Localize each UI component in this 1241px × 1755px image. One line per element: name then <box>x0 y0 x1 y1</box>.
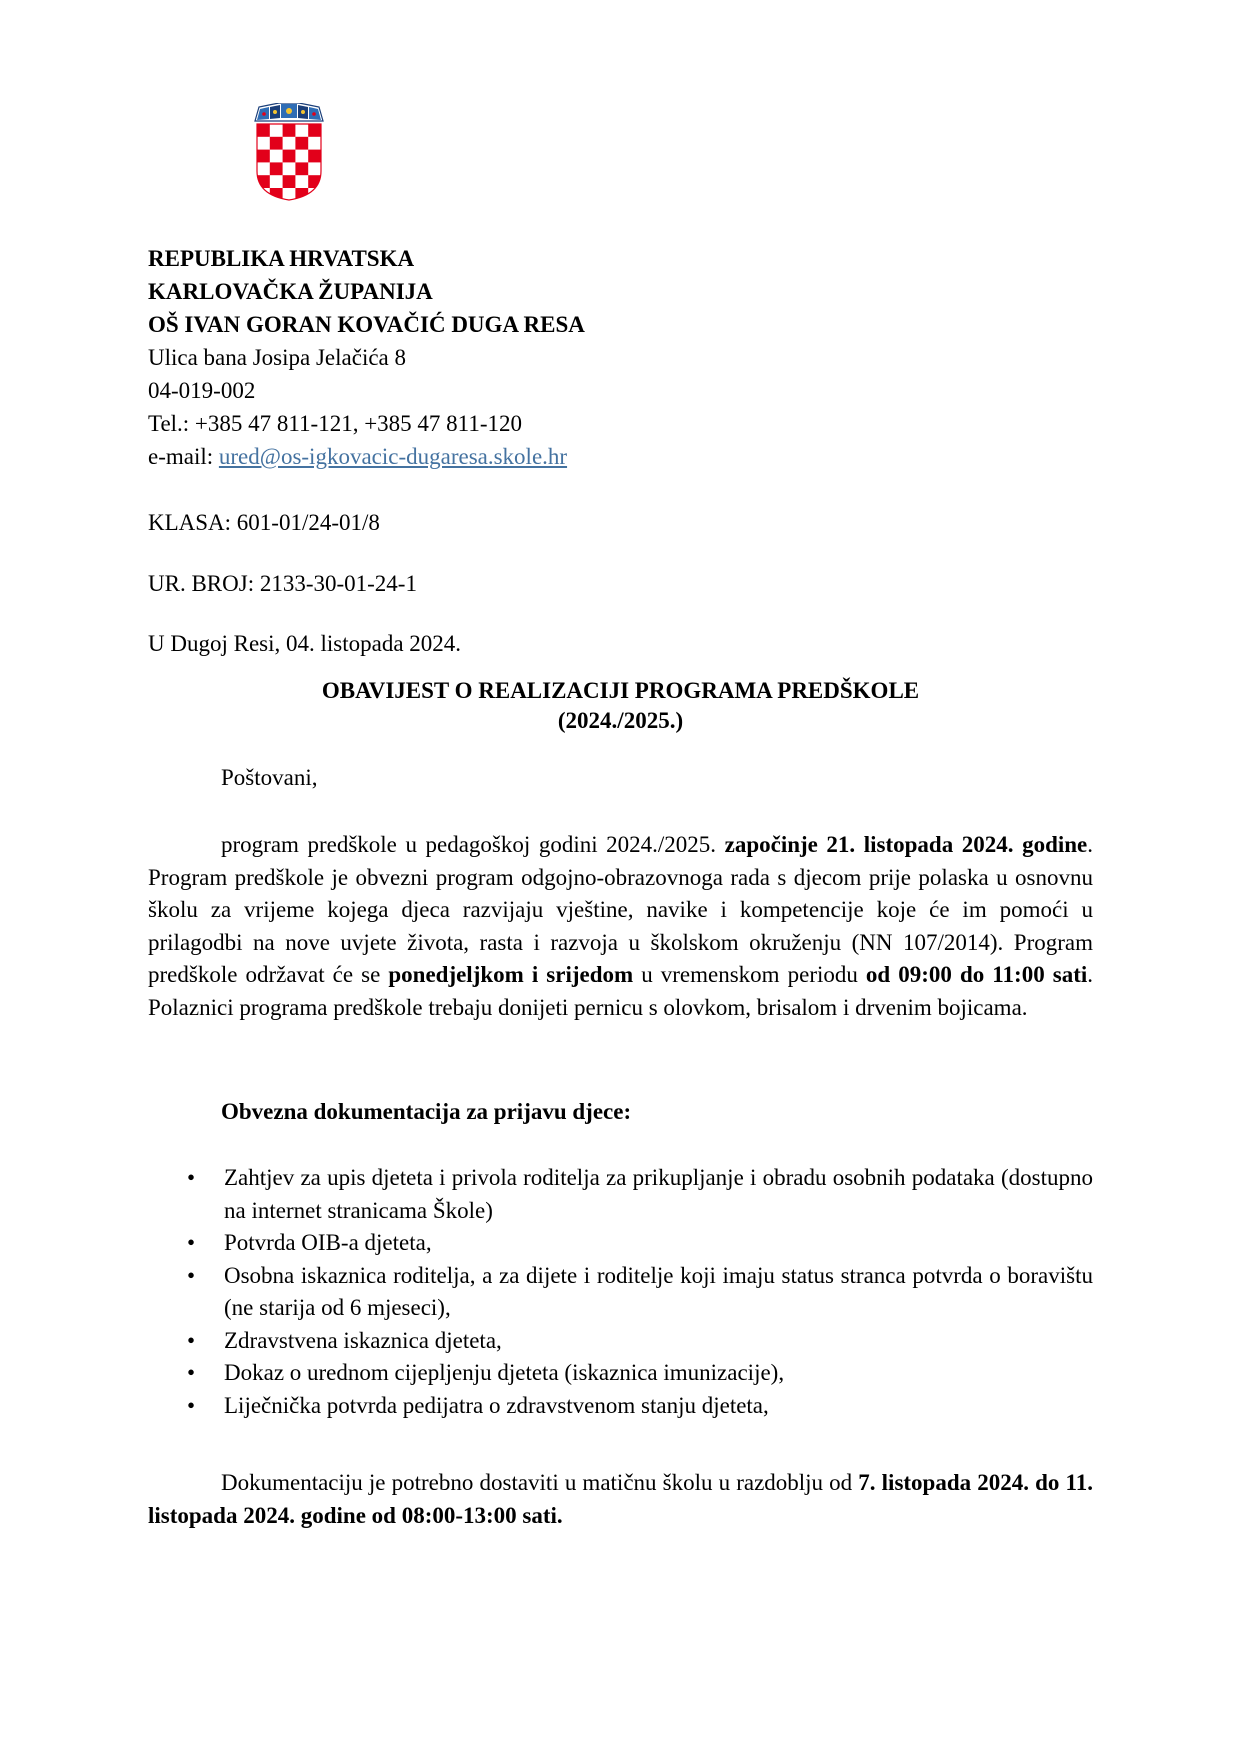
submission-period: 7. listopada 2024. do 11. listopada 2024. godine od 08:00-13:00 sati. <box>148 1470 1093 1528</box>
bullet-icon: • <box>187 1327 196 1353</box>
bullet-icon: • <box>187 1262 196 1288</box>
list-item <box>148 1227 1093 1260</box>
closing-paragraph <box>148 1467 1093 1532</box>
schedule-days: ponedjeljkom i srijedom <box>388 962 634 987</box>
list-item-text: Zdravstvena iskaznica djeteta, <box>224 1327 502 1353</box>
school-address: Ulica bana Josipa Jelačića 8 <box>148 345 406 370</box>
place-date-line: U Dugoj Resi, 04. listopada 2024. <box>148 631 462 656</box>
list-item-text: Osobna iskaznica roditelja, a za dijete i roditelje koji imaju status stranca potvrda o boravištu (ne starija od 6 mjeseci), <box>224 1262 1093 1320</box>
title-line-1: OBAVIJEST O REALIZACIJI PROGRAMA PREDŠKOLE <box>321 678 920 703</box>
list-item-text: Dokaz o urednom cijepljenju djeteta (iskaznica imunizacije), <box>224 1360 785 1385</box>
list-item <box>148 1260 1093 1325</box>
greeting: Poštovani, <box>221 765 318 790</box>
bullet-icon: • <box>187 1165 196 1190</box>
paragraph-text-1: program predškole u pedagoškoj godini 2024./2025. <box>221 832 725 857</box>
title-line-2: (2024./2025.) <box>557 708 684 733</box>
list-item <box>148 1162 1093 1227</box>
list-item-text: Potvrda OIB-a djeteta, <box>224 1230 432 1255</box>
main-paragraph <box>148 829 1093 1024</box>
list-item <box>148 1390 1093 1423</box>
bullet-icon: • <box>187 1360 196 1385</box>
closing-text: Dokumentaciju je potrebno dostaviti u matičnu školu u razdoblju od <box>221 1470 859 1495</box>
crown-icon <box>255 103 323 121</box>
bullet-icon: • <box>187 1230 196 1255</box>
list-item-text: Liječnička potvrda pedijatra o zdravstvenom stanju djeteta, <box>224 1392 769 1418</box>
email-label: e-mail: <box>148 444 219 469</box>
croatian-coat-of-arms-icon <box>253 103 325 201</box>
paragraph-text-2: . Program predškole je obvezni program odgojno-obrazovnoga rada s djecom prije polaska u osnovnu školu za vrijeme kojega djeca razvijaju vještine, navike i kompetencije koje će im pomoći u prilagodbi na nove uvjete života, rasta i razvoja u školskom okruženju (NN 107/2014). Program predškole održavat će se <box>148 832 1093 987</box>
documents-heading: Obvezna dokumentacija za prijavu djece: <box>221 1099 632 1124</box>
list-item <box>148 1357 1093 1390</box>
start-date: započinje 21. listopada 2024. godine <box>724 832 1088 857</box>
list-item <box>148 1325 1093 1358</box>
school-name: OŠ IVAN GORAN KOVAČIĆ DUGA RESA <box>148 312 585 337</box>
bullet-icon: • <box>187 1392 196 1418</box>
country-name: REPUBLIKA HRVATSKA <box>148 246 415 271</box>
paragraph-text-4: . Polaznici programa predškole trebaju donijeti pernicu s olovkom, brisalom i drvenim bojicama. <box>148 962 1093 1020</box>
checkerboard-shield-icon <box>257 124 321 201</box>
letterhead <box>148 242 585 473</box>
phone-numbers: Tel.: +385 47 811-121, +385 47 811-120 <box>148 411 522 436</box>
klasa-line: KLASA: 601-01/24-01/8 <box>148 510 380 535</box>
documents-list <box>148 1162 1093 1422</box>
schedule-hours: od 09:00 do 11:00 sati <box>865 962 1088 987</box>
paragraph-text-3: u vremenskom periodu <box>633 962 866 987</box>
urbroj-line: UR. BROJ: 2133-30-01-24-1 <box>148 571 417 596</box>
list-item-text: Zahtjev za upis djeteta i privola roditelja za prikupljanje i obradu osobnih podataka (dostupno na internet stranicama Škole) <box>224 1165 1093 1223</box>
document-title <box>148 676 1093 736</box>
email-link[interactable]: ured@os-igkovacic-dugaresa.skole.hr <box>218 444 568 469</box>
county-name: KARLOVAČKA ŽUPANIJA <box>148 279 433 304</box>
email-line <box>148 440 585 473</box>
school-code: 04-019-002 <box>148 378 256 403</box>
